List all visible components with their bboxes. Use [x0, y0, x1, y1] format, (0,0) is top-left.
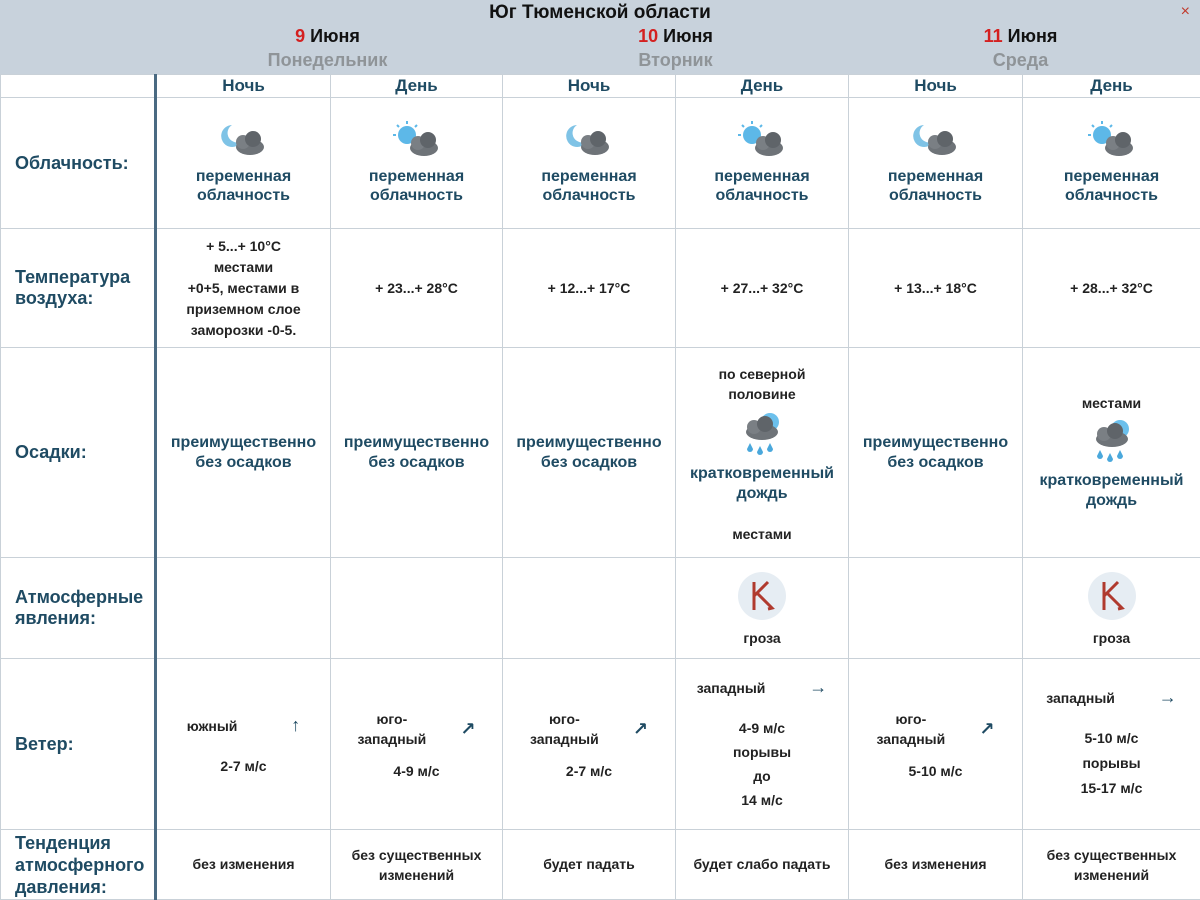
- cloud-cell: [331, 98, 503, 229]
- cloud-text: облачность: [715, 187, 808, 204]
- wind-arrow-icon: ↑: [291, 715, 300, 735]
- cloud-text: облачность: [197, 187, 290, 204]
- atmospheric-row: [1, 558, 1200, 659]
- sun-cloud-icon: [1025, 121, 1198, 159]
- pressure-cell: [849, 830, 1023, 900]
- rain-cloud-icon: [678, 410, 846, 458]
- pressure-cell: [503, 830, 676, 900]
- month: Июня: [663, 26, 713, 46]
- day-header-3: [848, 24, 1193, 72]
- phase-cell: День: [1023, 75, 1200, 98]
- pressure-text: будет падать: [543, 856, 635, 872]
- wind-direction: южный: [187, 718, 238, 734]
- thunderstorm-icon: [1025, 570, 1198, 622]
- cloud-text: переменная: [1064, 168, 1159, 185]
- pressure-cell: [1023, 830, 1200, 900]
- wind-direction: юго-: [549, 711, 580, 727]
- sun-cloud-icon: [678, 121, 846, 159]
- pressure-cell: [331, 830, 503, 900]
- precipitation-note: половине: [728, 386, 795, 402]
- wind-speed: 4-9 м/с: [333, 763, 500, 779]
- pressure-cell: [156, 830, 331, 900]
- atmospheric-cell: [849, 558, 1023, 659]
- cloud-text: переменная: [369, 168, 464, 185]
- wind-speed: 5-10 м/с: [1085, 730, 1139, 746]
- precipitation-text: без осадков: [368, 454, 464, 471]
- temperature-note: заморозки -0-5.: [159, 320, 328, 341]
- row-label-cloud: Облачность:: [1, 98, 156, 229]
- precipitation-text: преимущественно: [171, 434, 316, 451]
- precipitation-cell: [849, 348, 1023, 558]
- cloud-cell: [1023, 98, 1200, 229]
- wind-cell: [849, 659, 1023, 830]
- wind-speed: 4-9 м/с: [739, 720, 785, 736]
- sun-cloud-icon: [333, 121, 500, 159]
- temperature-row: [1, 229, 1200, 348]
- wind-direction: западный: [358, 731, 427, 747]
- day-number: 11: [984, 26, 1003, 46]
- precipitation-text: кратковременный: [1040, 472, 1184, 489]
- region-title: Юг Тюменской области: [0, 2, 1200, 24]
- wind-direction: юго-: [895, 711, 926, 727]
- day-of-week: Среда: [848, 48, 1193, 72]
- cloud-row: [1, 98, 1200, 229]
- moon-cloud-icon: [159, 121, 328, 159]
- wind-direction: западный: [530, 731, 599, 747]
- cloud-text: облачность: [542, 187, 635, 204]
- temperature-note: местами: [159, 257, 328, 278]
- close-icon[interactable]: ×: [1181, 3, 1190, 21]
- precipitation-cell: [156, 348, 331, 558]
- precipitation-text: преимущественно: [863, 434, 1008, 451]
- precipitation-text: дождь: [1086, 492, 1137, 509]
- wind-row: [1, 659, 1200, 830]
- temperature-cell: [849, 229, 1023, 348]
- wind-gust: до: [753, 768, 770, 784]
- wind-direction: юго-: [376, 711, 407, 727]
- wind-arrow-icon: ↗: [633, 719, 648, 739]
- precipitation-cell: [1023, 348, 1200, 558]
- wind-cell: [331, 659, 503, 830]
- cloud-text: переменная: [541, 168, 636, 185]
- precipitation-note: по северной: [719, 366, 806, 382]
- pressure-text: изменений: [1074, 867, 1149, 883]
- wind-speed: 2-7 м/с: [505, 763, 673, 779]
- pressure-text: изменений: [379, 867, 454, 883]
- day-number: 9: [295, 26, 305, 46]
- precipitation-text: без осадков: [541, 454, 637, 471]
- pressure-text: без изменения: [192, 856, 294, 872]
- wind-direction: западный: [697, 680, 766, 696]
- pressure-row: [1, 830, 1200, 900]
- temperature-value: + 12...+ 17°C: [548, 280, 631, 296]
- precipitation-cell: [503, 348, 676, 558]
- temperature-value: + 27...+ 32°C: [721, 280, 804, 296]
- phase-cell: Ночь: [156, 75, 331, 98]
- atmospheric-cell: [156, 558, 331, 659]
- wind-arrow-icon: ↗: [460, 719, 475, 739]
- temperature-cell: [1023, 229, 1200, 348]
- wind-gust: 15-17 м/с: [1081, 780, 1143, 796]
- day-of-week: Вторник: [503, 48, 848, 72]
- wind-direction: западный: [1046, 690, 1115, 706]
- row-label-wind: Ветер:: [1, 659, 156, 830]
- cloud-cell: [503, 98, 676, 229]
- temperature-note: приземном слое: [159, 299, 328, 320]
- day-number: 10: [638, 26, 658, 46]
- temperature-value: + 13...+ 18°C: [894, 280, 977, 296]
- forecast-table: [0, 74, 1200, 900]
- precipitation-row: [1, 348, 1200, 558]
- row-label-pressure: Тенденция атмосферного давления:: [1, 830, 156, 900]
- day-header-1: [155, 24, 500, 72]
- pressure-text: без существенных: [352, 847, 482, 863]
- precipitation-text: без осадков: [887, 454, 983, 471]
- month: Июня: [310, 26, 360, 46]
- cloud-text: облачность: [1065, 187, 1158, 204]
- row-label-precipitation: Осадки:: [1, 348, 156, 558]
- row-label-atmospheric: Атмосферные явления:: [1, 558, 156, 659]
- atmospheric-cell: [676, 558, 849, 659]
- wind-arrow-icon: ↗: [979, 719, 994, 739]
- pressure-text: без существенных: [1047, 847, 1177, 863]
- atmospheric-cell: [1023, 558, 1200, 659]
- temperature-cell: [331, 229, 503, 348]
- wind-gust: порывы: [1082, 755, 1140, 771]
- temperature-cell: [676, 229, 849, 348]
- atmospheric-text: гроза: [678, 630, 846, 646]
- wind-cell: [156, 659, 331, 830]
- row-label-text: Температура воздуха:: [15, 267, 130, 308]
- precipitation-text: кратковременный: [690, 465, 834, 482]
- phase-label-empty: [1, 75, 156, 98]
- day-of-week: Понедельник: [155, 48, 500, 72]
- phase-cell: День: [676, 75, 849, 98]
- thunderstorm-icon: [678, 570, 846, 622]
- wind-gust: 14 м/с: [741, 792, 783, 808]
- cloud-text: облачность: [889, 187, 982, 204]
- temperature-note: +0+5, местами в: [159, 278, 328, 299]
- wind-cell: [503, 659, 676, 830]
- temperature-value: + 28...+ 32°C: [1070, 280, 1153, 296]
- cloud-text: облачность: [370, 187, 463, 204]
- phase-row: [1, 75, 1200, 98]
- precipitation-text: преимущественно: [516, 434, 661, 451]
- cloud-text: переменная: [888, 168, 983, 185]
- cloud-text: переменная: [714, 168, 809, 185]
- precipitation-text: дождь: [736, 485, 787, 502]
- pressure-cell: [676, 830, 849, 900]
- precipitation-note: местами: [1025, 395, 1198, 411]
- cloud-cell: [156, 98, 331, 229]
- forecast-header: [0, 0, 1200, 74]
- wind-cell: [676, 659, 849, 830]
- temperature-value: + 5...+ 10°C: [159, 236, 328, 257]
- atmospheric-cell: [503, 558, 676, 659]
- phase-cell: Ночь: [849, 75, 1023, 98]
- precipitation-cell: [676, 348, 849, 558]
- cloud-cell: [849, 98, 1023, 229]
- wind-speed: 5-10 м/с: [851, 763, 1020, 779]
- precipitation-text: преимущественно: [344, 434, 489, 451]
- month: Июня: [1008, 26, 1058, 46]
- day-header-2: [503, 24, 848, 72]
- wind-gust: порывы: [733, 744, 791, 760]
- moon-cloud-icon: [851, 121, 1020, 159]
- temperature-cell: [503, 229, 676, 348]
- phase-cell: Ночь: [503, 75, 676, 98]
- wind-arrow-icon: →: [809, 677, 827, 697]
- wind-direction: западный: [877, 731, 946, 747]
- wind-arrow-icon: →: [1159, 687, 1177, 707]
- wind-cell: [1023, 659, 1200, 830]
- temperature-cell: [156, 229, 331, 348]
- precipitation-cell: [331, 348, 503, 558]
- wind-speed: 2-7 м/с: [159, 758, 328, 774]
- precipitation-note: местами: [678, 526, 846, 542]
- rain-cloud-icon: [1025, 417, 1198, 465]
- cloud-cell: [676, 98, 849, 229]
- precipitation-text: без осадков: [195, 454, 291, 471]
- pressure-text: будет слабо падать: [693, 856, 830, 872]
- temperature-value: + 23...+ 28°C: [375, 280, 458, 296]
- cloud-text: переменная: [196, 168, 291, 185]
- atmospheric-cell: [331, 558, 503, 659]
- phase-cell: День: [331, 75, 503, 98]
- row-label-temperature: [1, 229, 156, 348]
- pressure-text: без изменения: [884, 856, 986, 872]
- atmospheric-text: гроза: [1025, 630, 1198, 646]
- moon-cloud-icon: [505, 121, 673, 159]
